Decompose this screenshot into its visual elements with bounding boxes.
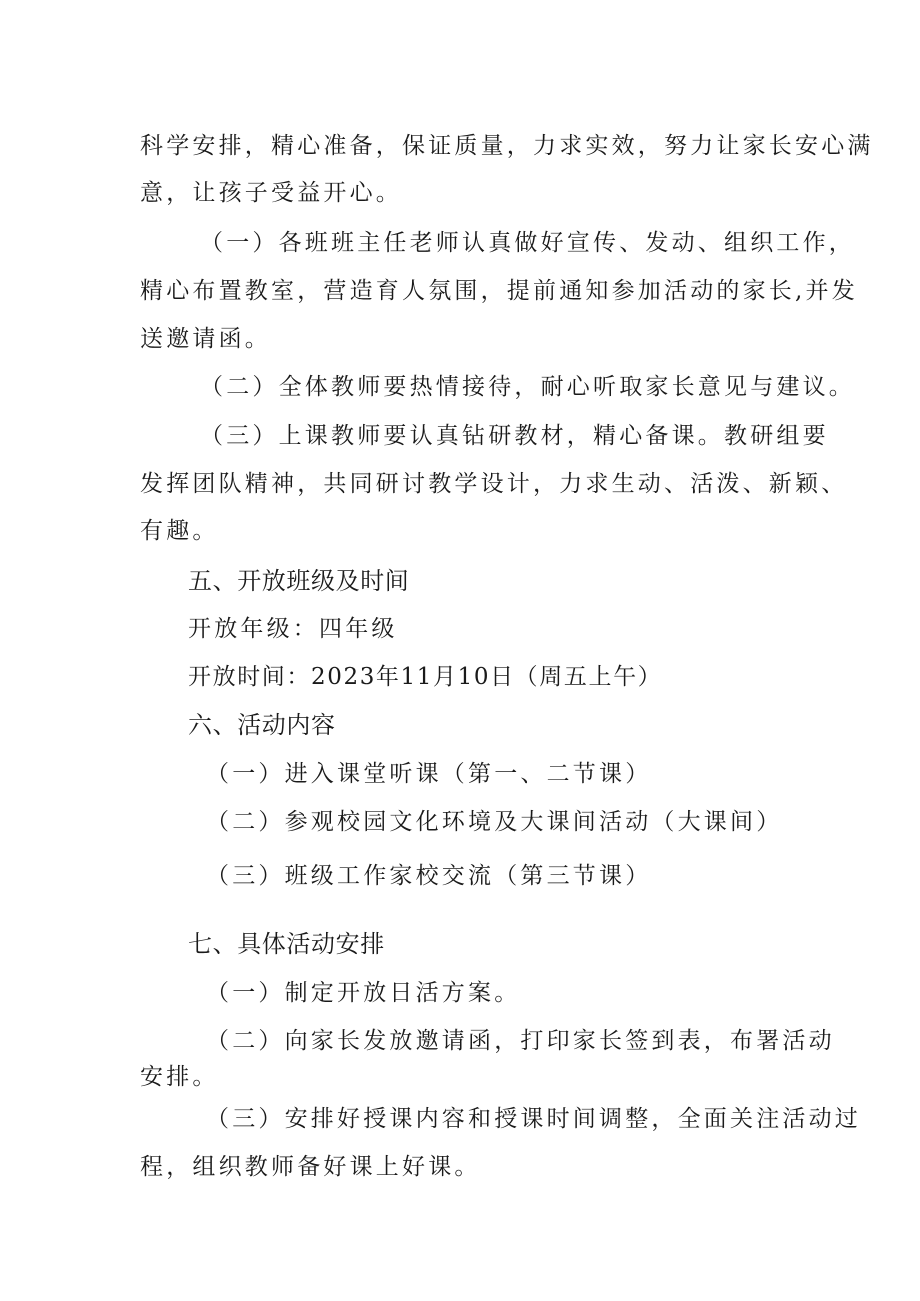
paragraph-line: 发挥团队精神，共同研讨教学设计，力求生动、活泼、新颖、: [140, 471, 848, 497]
paragraph-line: 开放时间：2023年11月10日（周五上午）: [188, 664, 663, 690]
paragraph-line: 安排。: [140, 1064, 219, 1090]
paragraph-line: 科学安排，精心准备，保证质量，力求实效，努力让家长安心满: [140, 133, 874, 159]
paragraph-line: 意，让孩子受益开心。: [140, 180, 402, 206]
list-item: （三）班级工作家校交流（第三节课）: [206, 863, 652, 889]
paragraph-line: （二）向家长发放邀请函，打印家长签到表，布署活动: [206, 1028, 835, 1054]
section-heading: 六、活动内容: [188, 711, 336, 739]
paragraph-line: （三）安排好授课内容和授课时间调整，全面关注活动过: [206, 1106, 861, 1132]
list-item: （二）参观校园文化环境及大课间活动（大课间）: [206, 809, 783, 835]
list-item: （一）进入课堂听课（第一、二节课）: [206, 761, 652, 787]
paragraph-line: 有趣。: [140, 518, 219, 544]
paragraph-line: 精心布置教室，营造育人氛围，提前通知参加活动的家长,并发: [140, 278, 858, 304]
paragraph-line: 开放年级：四年级: [188, 616, 398, 642]
paragraph-line: 送邀请函。: [140, 326, 271, 352]
list-item: （一）制定开放日活方案。: [206, 980, 521, 1006]
paragraph-line: 程，组织教师备好课上好课。: [140, 1154, 481, 1180]
paragraph-line: （二）全体教师要热情接待，耐心听取家长意见与建议。: [200, 374, 855, 400]
section-heading: 五、开放班级及时间: [188, 567, 410, 595]
paragraph-line: （一）各班班主任老师认真做好宣传、发动、组织工作，: [200, 230, 855, 256]
paragraph-line: （三）上课教师要认真钻研教材，精心备课。教研组要: [200, 423, 829, 449]
section-heading: 七、具体活动安排: [188, 930, 385, 958]
